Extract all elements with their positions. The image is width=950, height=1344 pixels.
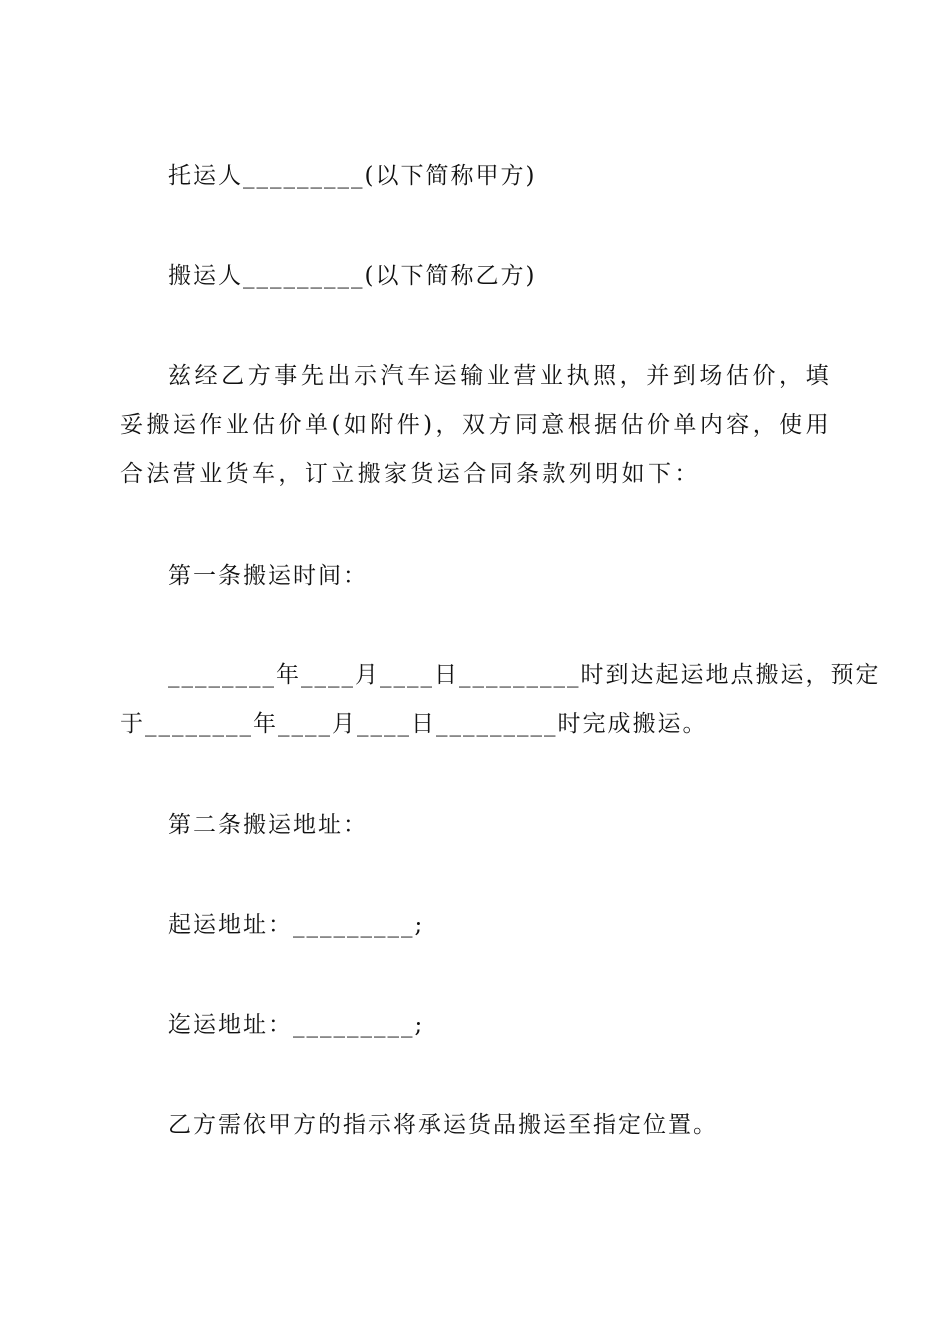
- destination-address-line: 迄运地址：_________;: [168, 1012, 425, 1038]
- preamble-paragraph: 兹经乙方事先出示汽车运输业营业执照，并到场估价，填妥搬运作业估价单(如附件)，双方同意根据估价单内容，使用合法营业货车，订立搬家货运合同条款列明如下：: [120, 363, 832, 487]
- article-2-heading: 第二条搬运地址：: [168, 812, 368, 838]
- article-1-time-line-1: ________年____月____日_________时到达起运地点搬运，预定: [168, 662, 881, 688]
- origin-address-line: 起运地址：_________;: [168, 912, 425, 938]
- consignor-line: 托运人_________(以下简称甲方): [168, 163, 537, 189]
- article-1-heading: 第一条搬运时间：: [168, 563, 368, 589]
- delivery-instruction-line: 乙方需依甲方的指示将承运货品搬运至指定位置。: [168, 1112, 718, 1138]
- carrier-line: 搬运人_________(以下简称乙方): [168, 263, 537, 289]
- article-1-time-line-2: 于________年____月____日_________时完成搬运。: [120, 711, 708, 737]
